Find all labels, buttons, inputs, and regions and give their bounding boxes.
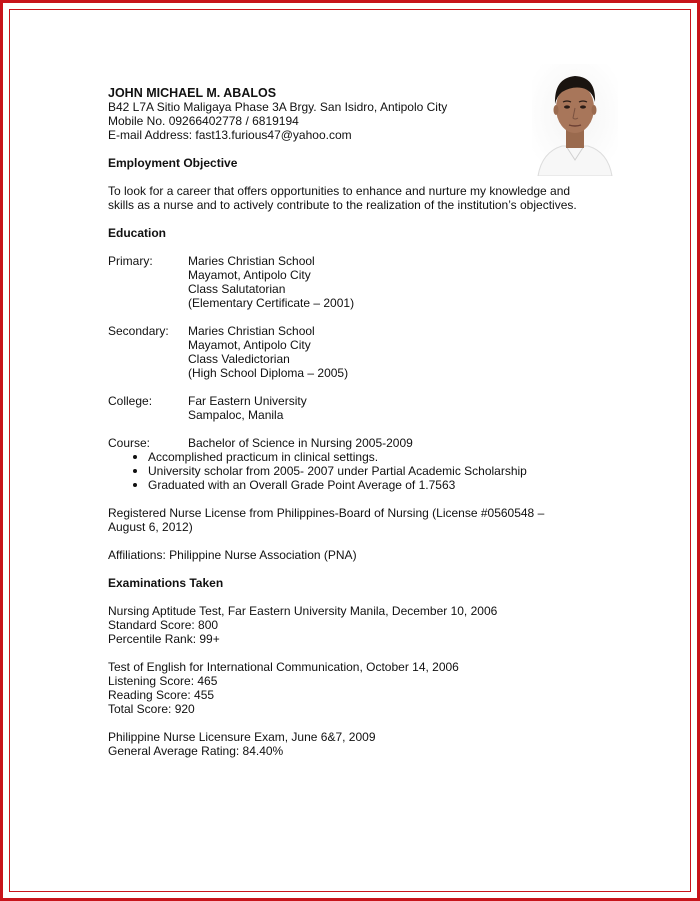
affiliations: Affiliations: Philippine Nurse Association (PNA)	[108, 548, 357, 562]
exam-line: Test of English for International Communication, October 14, 2006	[108, 660, 459, 674]
edu-label: Primary:	[108, 254, 153, 268]
address: B42 L7A Sitio Maligaya Phase 3A Brgy. San Isidro, Antipolo City	[108, 100, 448, 114]
education-primary	[108, 254, 578, 310]
exam-line: Listening Score: 465	[108, 674, 218, 688]
edu-line: Mayamot, Antipolo City	[188, 268, 311, 282]
education-course	[108, 436, 578, 450]
license-line: August 6, 2012)	[108, 520, 193, 534]
edu-line: Class Salutatorian	[188, 282, 286, 296]
edu-line: Mayamot, Antipolo City	[188, 338, 311, 352]
edu-label: Secondary:	[108, 324, 169, 338]
edu-line: Sampaloc, Manila	[188, 408, 284, 422]
exam-line: Reading Score: 455	[108, 688, 215, 702]
list-item: Graduated with an Overall Grade Point Average of 1.7563	[148, 478, 578, 492]
objective-line: skills as a nurse and to actively contribute to the realization of the institution’s objectives.	[108, 198, 577, 212]
section-title-education: Education	[108, 226, 167, 240]
resume-document	[108, 86, 578, 758]
exam-line: General Average Rating: 84.40%	[108, 744, 284, 758]
section-title-examinations: Examinations Taken	[108, 576, 224, 590]
license-line: Registered Nurse License from Philippines-Board of Nursing (License #0560548 –	[108, 506, 545, 520]
education-secondary	[108, 324, 578, 380]
list-item: Accomplished practicum in clinical settings.	[148, 450, 578, 464]
objective-line: To look for a career that offers opportunities to enhance and nurture my knowledge and	[108, 184, 571, 198]
edu-line: (High School Diploma – 2005)	[188, 366, 349, 380]
edu-line: (Elementary Certificate – 2001)	[188, 296, 355, 310]
edu-label: Course:	[108, 436, 151, 450]
course-name: Bachelor of Science in Nursing 2005-2009	[188, 436, 413, 450]
email-address: E-mail Address: fast13.furious47@yahoo.com	[108, 128, 352, 142]
edu-line: Maries Christian School	[188, 254, 315, 268]
edu-label: College:	[108, 394, 153, 408]
section-title-objective: Employment Objective	[108, 156, 238, 170]
edu-line: Class Valedictorian	[188, 352, 290, 366]
course-achievements-list	[108, 450, 578, 492]
edu-line: Maries Christian School	[188, 324, 315, 338]
exam-line: Standard Score: 800	[108, 618, 219, 632]
applicant-name: JOHN MICHAEL M. ABALOS	[108, 86, 277, 100]
list-item: University scholar from 2005- 2007 under Partial Academic Scholarship	[148, 464, 578, 478]
exam-line: Percentile Rank: 99+	[108, 632, 220, 646]
exam-line: Philippine Nurse Licensure Exam, June 6&7, 2009	[108, 730, 376, 744]
mobile-number: Mobile No. 09266402778 / 6819194	[108, 114, 299, 128]
exam-line: Total Score: 920	[108, 702, 195, 716]
exam-line: Nursing Aptitude Test, Far Eastern University Manila, December 10, 2006	[108, 604, 498, 618]
edu-line: Far Eastern University	[188, 394, 307, 408]
education-college	[108, 394, 578, 422]
